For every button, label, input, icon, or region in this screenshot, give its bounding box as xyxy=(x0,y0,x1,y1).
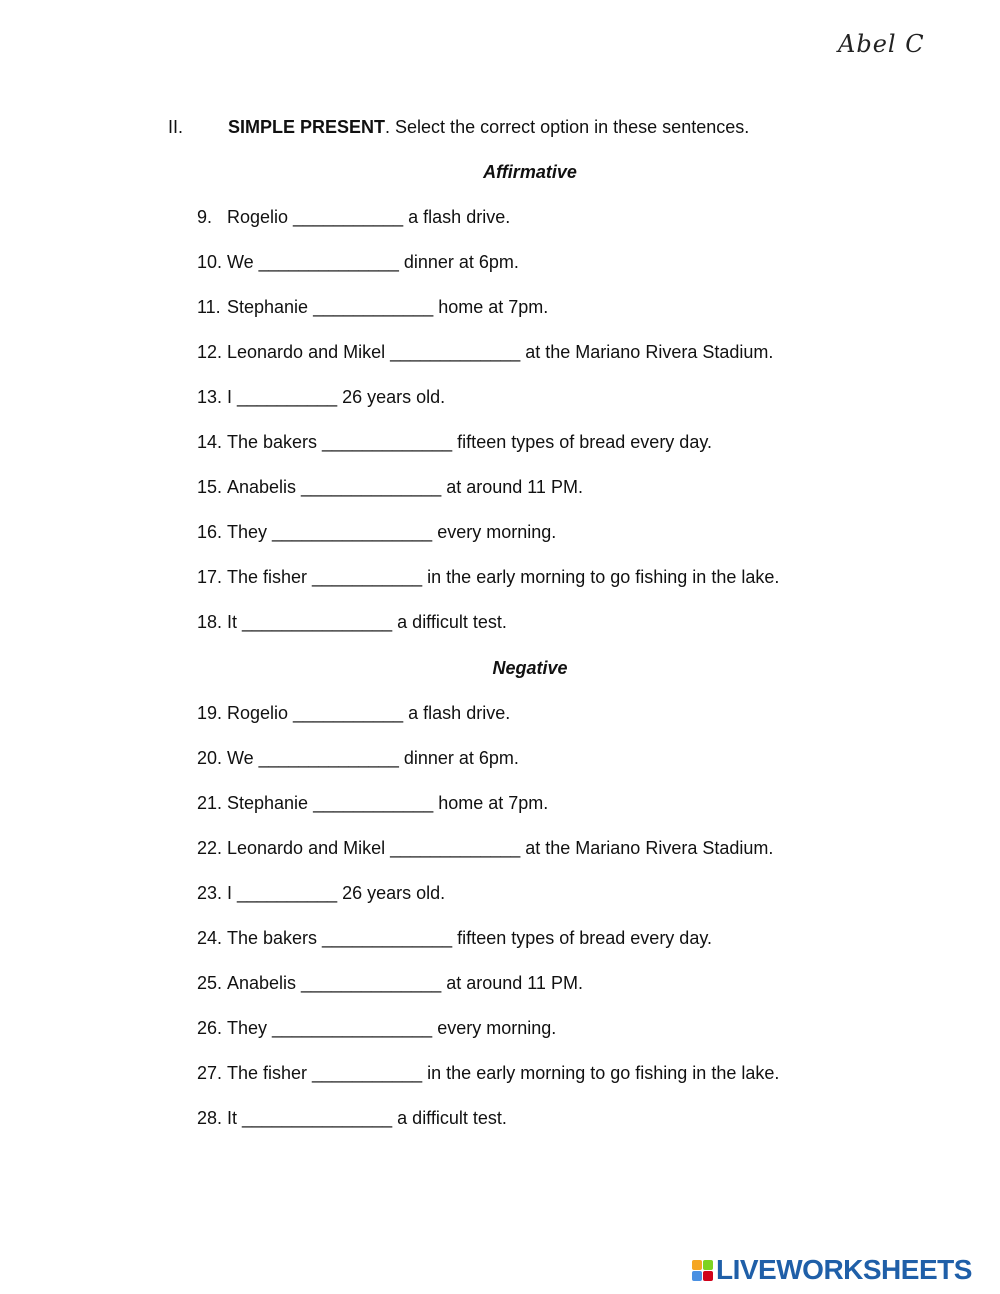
item-number: 15. xyxy=(197,477,223,497)
exercise-item xyxy=(197,207,510,228)
logo-tile xyxy=(692,1260,702,1270)
item-sentence: The bakers _____________ fifteen types of bread every day. xyxy=(227,432,712,452)
exercise-item xyxy=(197,1063,779,1084)
item-number: 11. xyxy=(197,297,221,317)
item-number: 27. xyxy=(197,1063,223,1083)
exercise-item xyxy=(197,252,519,273)
item-sentence: They ________________ every morning. xyxy=(227,1018,557,1038)
item-number: 24. xyxy=(197,928,223,948)
item-sentence: Leonardo and Mikel _____________ at the Mariano Rivera Stadium. xyxy=(227,838,774,858)
signature: Abel C xyxy=(838,30,925,58)
logo-tile xyxy=(703,1271,713,1281)
item-sentence: Stephanie ____________ home at 7pm. xyxy=(227,297,549,317)
item-sentence: Leonardo and Mikel _____________ at the Mariano Rivera Stadium. xyxy=(227,342,774,362)
section-heading xyxy=(168,117,749,138)
item-number: 18. xyxy=(197,612,223,632)
item-sentence: The fisher ___________ in the early morning to go fishing in the lake. xyxy=(227,1063,780,1083)
item-number: 10. xyxy=(197,252,223,272)
exercise-item xyxy=(197,567,779,588)
item-number: 12. xyxy=(197,342,223,362)
item-number: 14. xyxy=(197,432,223,452)
exercise-item xyxy=(197,522,556,543)
item-number: 21. xyxy=(197,793,223,813)
item-sentence: It _______________ a difficult test. xyxy=(227,612,507,632)
item-sentence: We ______________ dinner at 6pm. xyxy=(227,252,519,272)
item-number: 16. xyxy=(197,522,223,542)
item-number: 28. xyxy=(197,1108,223,1128)
section-roman-numeral: II. xyxy=(168,117,184,137)
item-number: 22. xyxy=(197,838,223,858)
item-sentence: They ________________ every morning. xyxy=(227,522,557,542)
item-number: 13. xyxy=(197,387,223,407)
item-number: 20. xyxy=(197,748,223,768)
item-sentence: The fisher ___________ in the early morning to go fishing in the lake. xyxy=(227,567,780,587)
section-title: SIMPLE PRESENT xyxy=(228,117,386,137)
exercise-item xyxy=(197,612,507,633)
exercise-item xyxy=(197,748,519,769)
item-sentence: I __________ 26 years old. xyxy=(227,883,446,903)
exercise-item xyxy=(197,928,712,949)
logo-wordmark: LIVEWORKSHEETS xyxy=(716,1254,972,1285)
exercise-item xyxy=(197,838,773,859)
liveworksheets-logo xyxy=(692,1254,972,1286)
exercise-item xyxy=(197,387,445,408)
item-number: 25. xyxy=(197,973,223,993)
item-number: 19. xyxy=(197,703,223,723)
affirmative-heading: Affirmative xyxy=(483,162,577,182)
exercise-item xyxy=(197,432,712,453)
exercise-item xyxy=(197,342,773,363)
logo-tile xyxy=(692,1271,702,1281)
item-sentence: Stephanie ____________ home at 7pm. xyxy=(227,793,549,813)
negative-heading: Negative xyxy=(492,658,568,678)
item-sentence: Anabelis ______________ at around 11 PM. xyxy=(227,477,583,497)
item-number: 26. xyxy=(197,1018,223,1038)
item-sentence: It _______________ a difficult test. xyxy=(227,1108,507,1128)
item-sentence: Rogelio ___________ a flash drive. xyxy=(227,207,511,227)
item-sentence: We ______________ dinner at 6pm. xyxy=(227,748,519,768)
exercise-item xyxy=(197,297,548,318)
exercise-item xyxy=(197,883,445,904)
item-sentence: The bakers _____________ fifteen types of bread every day. xyxy=(227,928,712,948)
item-number: 17. xyxy=(197,567,223,587)
item-number: 9. xyxy=(197,207,213,227)
logo-tile xyxy=(703,1260,713,1270)
exercise-item xyxy=(197,1108,507,1129)
item-sentence: Anabelis ______________ at around 11 PM. xyxy=(227,973,583,993)
item-sentence: Rogelio ___________ a flash drive. xyxy=(227,703,511,723)
logo-tiles-icon xyxy=(692,1260,713,1281)
exercise-item xyxy=(197,703,510,724)
item-number: 23. xyxy=(197,883,223,903)
exercise-item xyxy=(197,793,548,814)
exercise-item xyxy=(197,973,583,994)
exercise-item xyxy=(197,1018,556,1039)
item-sentence: I __________ 26 years old. xyxy=(227,387,446,407)
section-instruction: . Select the correct option in these sentences. xyxy=(385,117,750,137)
exercise-item xyxy=(197,477,583,498)
